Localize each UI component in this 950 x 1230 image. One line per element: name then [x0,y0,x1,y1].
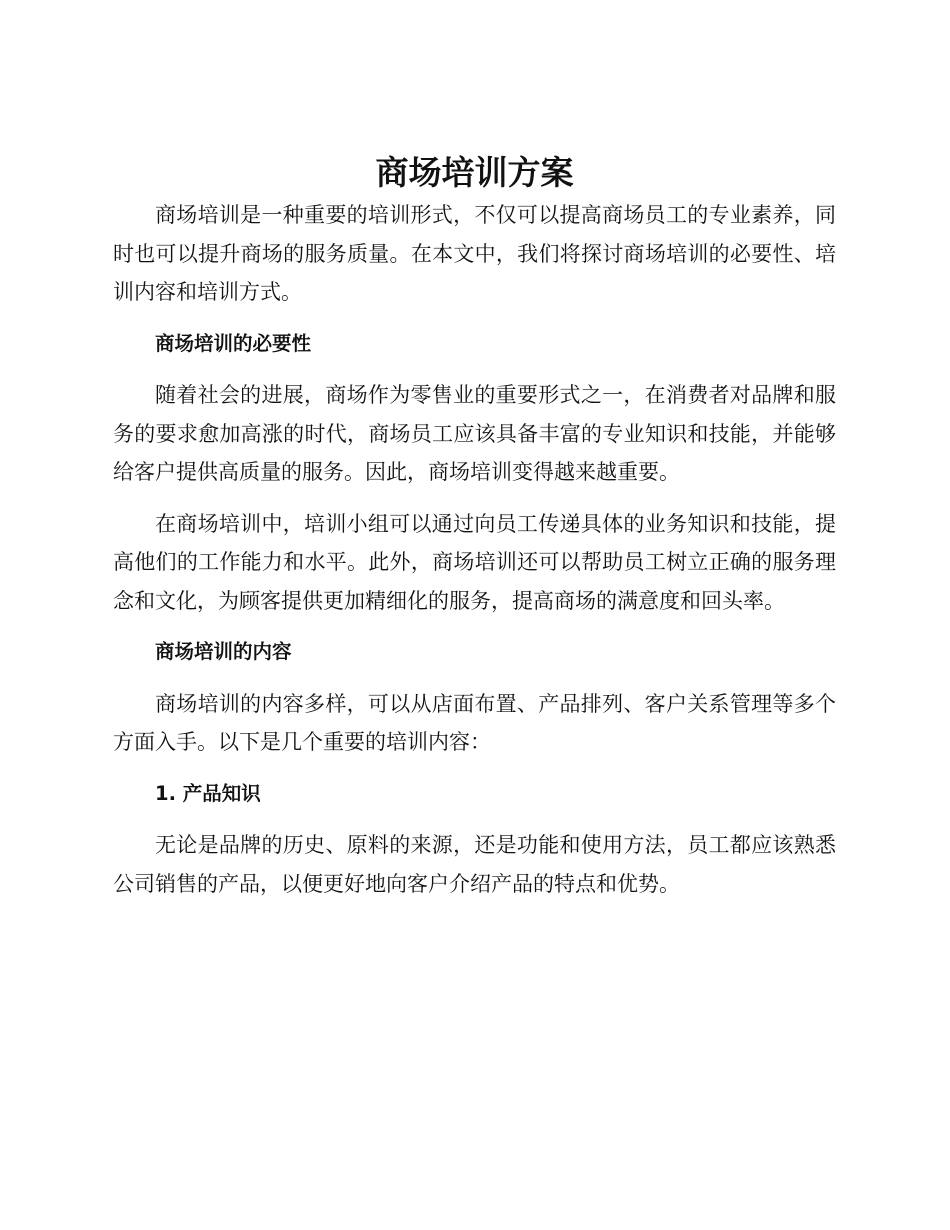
subsection-heading-product-knowledge: 1. 产品知识 [155,781,261,805]
necessity-paragraph-2: 在商场培训中，培训小组可以通过向员工传递具体的业务知识和技能，提高他们的工作能力和水平。此外，商场培训还可以帮助员工树立正确的服务理念和文化，为顾客提供更加精细化的服务，提高商场的满意度和回头率。 [113,511,836,613]
spacer [113,813,836,826]
spacer [113,312,836,325]
necessity-paragraph-1: 随着社会的进展，商场作为零售业的重要形式之一，在消费者对品牌和服务的要求愈加高涨的时代，商场员工应该具备丰富的专业知识和技能，并能够给客户提供高质量的服务。因此，商场培训变得越来越重要。 [113,383,836,484]
spacer [113,363,836,376]
section-heading-content: 商场培训的内容 [155,640,292,663]
content-paragraph-1: 商场培训的内容多样，可以从店面布置、产品排列、客户关系管理等多个方面入手。以下是几个重要的培训内容： [113,691,836,754]
spacer [113,762,836,775]
document-page [113,150,836,903]
document-title: 商场培训方案 [375,153,574,192]
intro-paragraph: 商场培训是一种重要的培训形式，不仅可以提高商场员工的专业素养，同时也可以提升商场的服务质量。在本文中，我们将探讨商场培训的必要性、培训内容和培训方式。 [113,203,836,304]
spacer [113,492,836,505]
spacer [113,620,836,633]
section-heading-necessity: 商场培训的必要性 [155,331,312,355]
spacer [113,672,836,685]
product-knowledge-paragraph: 无论是品牌的历史、原料的来源，还是功能和使用方法，员工都应该熟悉公司销售的产品，以便更好地向客户介绍产品的特点和优势。 [113,833,836,896]
